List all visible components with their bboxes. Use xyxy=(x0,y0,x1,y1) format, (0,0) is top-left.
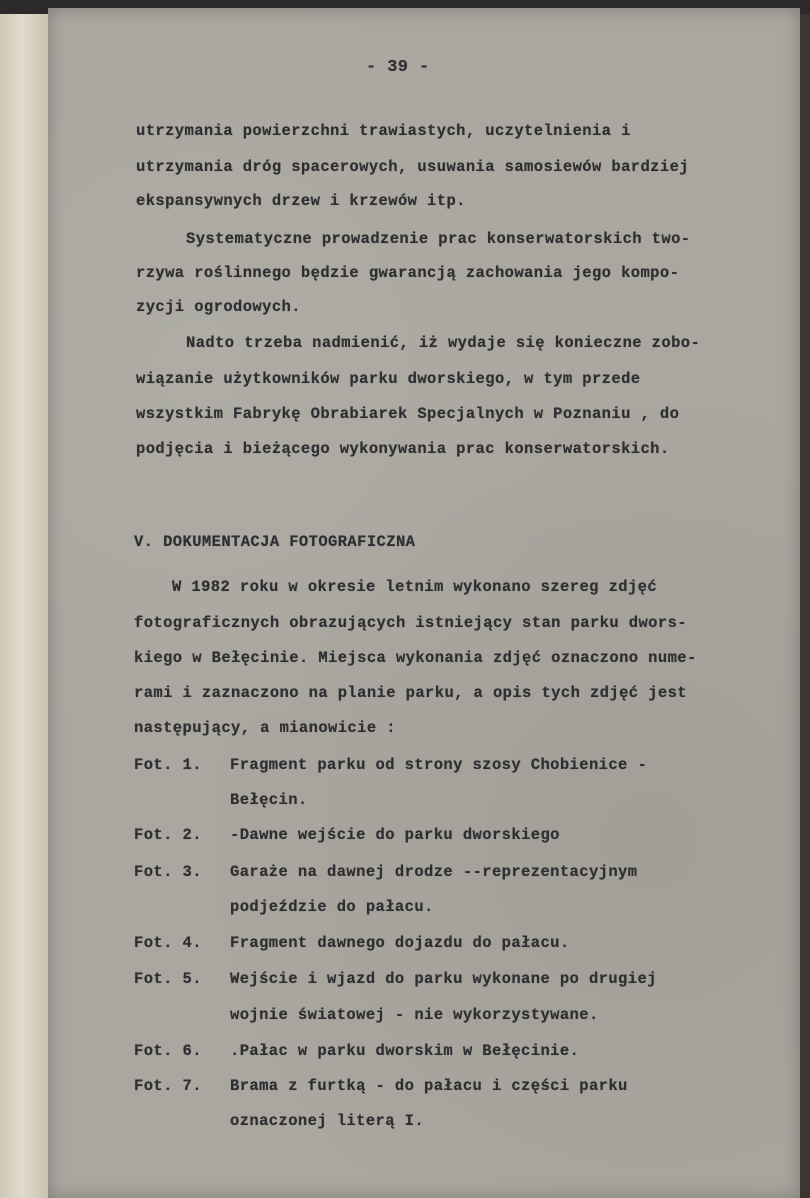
paragraph-line: Systematyczne prowadzenie prac konserwatorskich two- xyxy=(186,230,691,248)
photo-description: Wejście i wjazd do parku wykonane po drugiej xyxy=(230,970,657,988)
photo-description: Garaże na dawnej drodze --reprezentacyjnym xyxy=(230,863,638,881)
paragraph-line: utrzymania powierzchni trawiastych, uczytelnienia i xyxy=(136,122,631,140)
intro-line: W 1982 roku w okresie letnim wykonano szereg zdjęć xyxy=(172,578,658,596)
photo-description: oznaczonej literą I. xyxy=(230,1112,425,1130)
photo-label: Fot. 1. xyxy=(134,756,202,774)
intro-line: następujący, a mianowicie : xyxy=(134,719,396,737)
photo-description: .Pałac w parku dworskim w Bełęcinie. xyxy=(230,1042,580,1060)
paragraph-line: rzywa roślinnego będzie gwarancją zachowania jego kompo- xyxy=(136,264,680,282)
photo-description: podjeździe do pałacu. xyxy=(230,898,434,916)
photo-label: Fot. 6. xyxy=(134,1042,202,1060)
document-page xyxy=(48,8,800,1198)
photo-label: Fot. 5. xyxy=(134,970,202,988)
photo-description: wojnie światowej - nie wykorzystywane. xyxy=(230,1006,599,1024)
photo-description: Fragment parku od strony szosy Chobienice - xyxy=(230,756,648,774)
photo-label: Fot. 4. xyxy=(134,934,202,952)
photo-description: Brama z furtką - do pałacu i części parku xyxy=(230,1077,628,1095)
photo-description: Bełęcin. xyxy=(230,791,308,809)
paragraph-line: wszystkim Fabrykę Obrabiarek Specjalnych w Poznaniu , do xyxy=(136,405,680,423)
paragraph-line: ekspansywnych drzew i krzewów itp. xyxy=(136,192,466,210)
photo-label: Fot. 3. xyxy=(134,863,202,881)
photo-description: Fragment dawnego dojazdu do pałacu. xyxy=(230,934,570,952)
photo-description: -Dawne wejście do parku dworskiego xyxy=(230,826,560,844)
paragraph-line: Nadto trzeba nadmienić, iż wydaje się konieczne zobo- xyxy=(186,334,701,352)
section-heading: V. DOKUMENTACJA FOTOGRAFICZNA xyxy=(134,533,416,551)
photo-label: Fot. 7. xyxy=(134,1077,202,1095)
intro-line: kiego w Bełęcinie. Miejsca wykonania zdjęć oznaczono nume- xyxy=(134,649,697,667)
paragraph-line: wiązanie użytkowników parku dworskiego, w tym przede xyxy=(136,370,641,388)
photo-label: Fot. 2. xyxy=(134,826,202,844)
paragraph-line: podjęcia i bieżącego wykonywania prac konserwatorskich. xyxy=(136,440,670,458)
page-number: - 39 - xyxy=(366,58,430,77)
intro-line: rami i zaznaczono na planie parku, a opis tych zdjęć jest xyxy=(134,684,687,702)
paragraph-line: zycji ogrodowych. xyxy=(136,298,301,316)
adjacent-page-edge xyxy=(0,14,50,1198)
intro-line: fotograficznych obrazujących istniejący stan parku dwors- xyxy=(134,614,687,632)
paragraph-line: utrzymania dróg spacerowych, usuwania samosiewów bardziej xyxy=(136,158,689,176)
